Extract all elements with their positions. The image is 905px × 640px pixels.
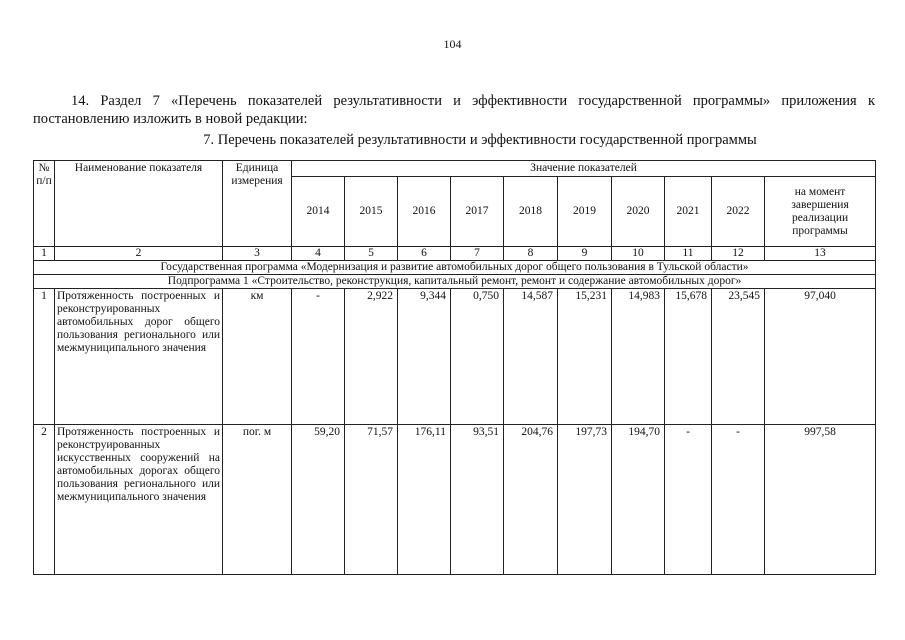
program-title-row: Государственная программа «Модернизация и развитие автомобильных дорог общего пользования в Тульской области» [34,261,876,275]
column-number: 2 [55,247,223,261]
header-year: 2017 [451,177,504,247]
row-final-value: 97,040 [765,289,876,425]
header-year: 2015 [345,177,398,247]
header-name: Наименование показателя [55,161,223,247]
header-year: 2016 [398,177,451,247]
header-values-group: Значение показателей [292,161,876,177]
table-row [34,425,876,575]
header-year: 2018 [504,177,558,247]
row-value: 197,73 [558,425,612,575]
row-value: - [292,289,345,425]
section-title: 7. Перечень показателей результативности и эффективности государственной программы [203,132,757,148]
column-number: 5 [345,247,398,261]
row-indicator-name: Протяженность построенных и реконструированных автомобильных дорог общего пользования регионального или межмуниципального значения [55,289,223,425]
table-row [34,289,876,425]
row-unit: км [223,289,292,425]
row-num: 1 [34,289,55,425]
column-number: 13 [765,247,876,261]
header-year: 2019 [558,177,612,247]
row-value: 0,750 [451,289,504,425]
row-value: 204,76 [504,425,558,575]
row-value: 71,57 [345,425,398,575]
row-value: - [712,425,765,575]
header-year: 2020 [612,177,665,247]
header-year: 2022 [712,177,765,247]
column-number: 7 [451,247,504,261]
column-number: 1 [34,247,55,261]
header-unit: Единица измерения [223,161,292,247]
header-num: № п/п [34,161,55,247]
row-value: 9,344 [398,289,451,425]
column-number: 9 [558,247,612,261]
row-value: - [665,425,712,575]
column-number: 3 [223,247,292,261]
row-value: 23,545 [712,289,765,425]
row-indicator-name: Протяженность построенных и реконструированных искусственных сооружений на автомобильных дорогах общего пользования регионального или межмуниципального значения [55,425,223,575]
row-value: 14,587 [504,289,558,425]
row-unit: пог. м [223,425,292,575]
row-final-value: 997,58 [765,425,876,575]
row-value: 59,20 [292,425,345,575]
column-number: 10 [612,247,665,261]
row-num: 2 [34,425,55,575]
header-year: 2021 [665,177,712,247]
subprogram-title-row: Подпрограмма 1 «Строительство, реконструкция, капитальный ремонт, ремонт и содержание автомобильных дорог» [34,275,876,289]
header-final: на момент завершения реализации программы [765,177,876,247]
column-number: 11 [665,247,712,261]
row-value: 14,983 [612,289,665,425]
row-value: 2,922 [345,289,398,425]
row-value: 93,51 [451,425,504,575]
intro-paragraph: 14. Раздел 7 «Перечень показателей результативности и эффективности государственной программы» приложения к постановлению изложить в новой редакции: [33,93,875,127]
row-value: 15,678 [665,289,712,425]
column-number: 8 [504,247,558,261]
column-number: 12 [712,247,765,261]
header-year: 2014 [292,177,345,247]
row-value: 176,11 [398,425,451,575]
column-number: 6 [398,247,451,261]
column-number: 4 [292,247,345,261]
row-value: 194,70 [612,425,665,575]
row-value: 15,231 [558,289,612,425]
page-number: 104 [443,37,462,51]
indicators-table [33,160,876,575]
